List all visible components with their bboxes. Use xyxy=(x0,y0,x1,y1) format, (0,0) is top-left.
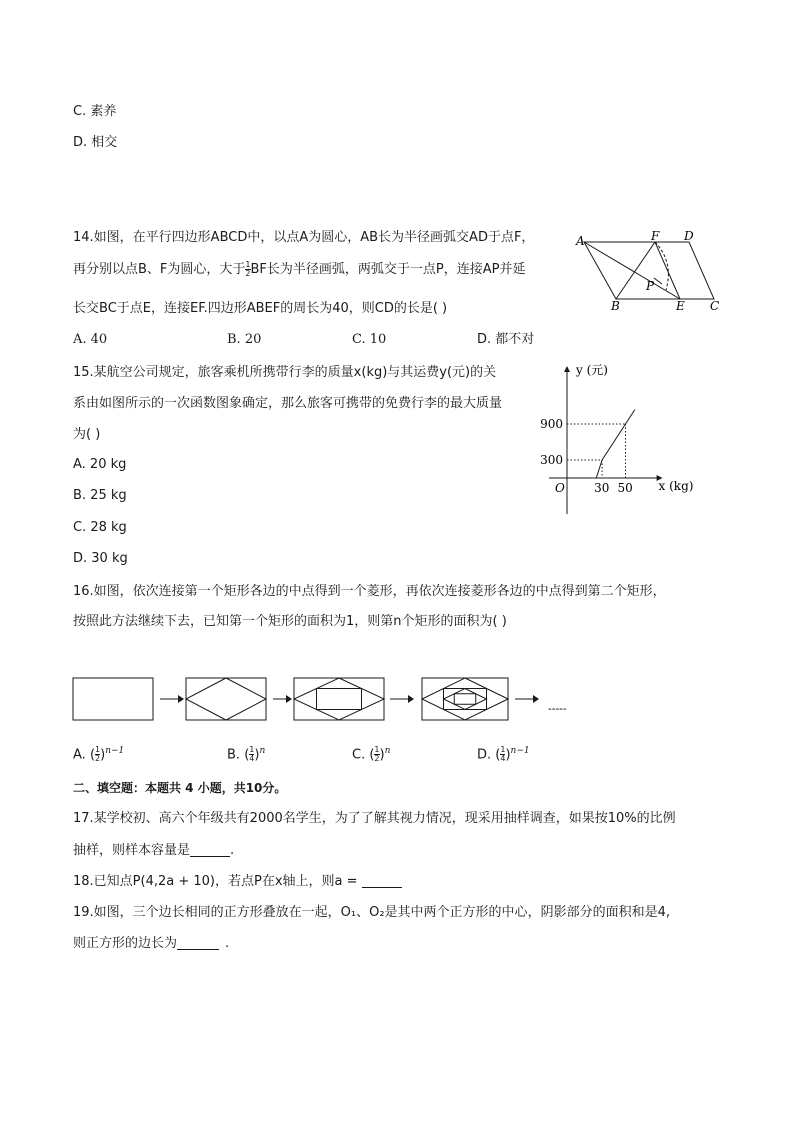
q14-option-d: D. 都不对 xyxy=(477,332,535,347)
q16-option-c: C. ( $\frac{1}{2}$ )$^n$ xyxy=(352,745,391,764)
rhombus-4 xyxy=(422,678,508,720)
q17-line2: 抽样，则样本容量是 . xyxy=(73,843,235,858)
y-tick-label-900: 900 xyxy=(540,417,563,431)
innermost-rect-4 xyxy=(454,694,476,705)
label-c: C xyxy=(710,299,720,312)
arrow-2-head xyxy=(286,695,292,703)
q14-line2-b: BF长为半径画弧，两弧交于一点P，连接AP并延 xyxy=(250,262,526,277)
y-tick-label-300: 300 xyxy=(540,453,563,467)
q14-line1: 14.如图，在平行四边形ABCD中，以点A为圆心，AB长为半径画弧交AD于点F， xyxy=(73,230,535,245)
arrow-4-head xyxy=(533,695,539,703)
q19-line1: 19.如图，三个边长相同的正方形叠放在一起，O₁、O₂是其中两个正方形的中心，阴影部分的面积和是4, xyxy=(73,905,670,920)
inner-rhombus-4 xyxy=(444,689,487,710)
arc-fe xyxy=(655,242,668,290)
q16-rectangle-sequence-figure xyxy=(70,674,590,726)
origin-label: O xyxy=(555,481,565,495)
rhombus-2 xyxy=(186,678,266,720)
q15-option-b: B. 25 kg xyxy=(73,488,127,503)
q16-option-a: A. ( $\frac{1}{2}$ )$^{n-1}$ xyxy=(73,745,125,764)
inner-rect-4 xyxy=(444,689,487,710)
section2-heading: 二、填空题：本题共 4 小题，共10分。 xyxy=(73,781,287,795)
label-f: F xyxy=(651,229,660,243)
q14-line2-a: 再分别以点B、F为圆心，大于 xyxy=(73,262,246,277)
q16-option-b: B. ( $\frac{1}{4}$ )$^n$ xyxy=(227,745,266,764)
arc-p-mark xyxy=(654,278,662,284)
q18-line: 18.已知点P(4,2a + 10)，若点P在x轴上，则a = xyxy=(73,873,402,891)
q17-line1: 17.某学校初、高六个年级共有2000名学生，为了了解其视力情况，现采用抽样调查，如果按10%的比例 xyxy=(73,811,676,826)
q14-line3: 长交BC于点E，连接EF.四边形ABEF的周长为40，则CD的长是( ) xyxy=(73,301,448,316)
q17-answer-blank[interactable] xyxy=(190,842,230,857)
label-d: D xyxy=(684,229,694,243)
q13-option-d: D. 相交 xyxy=(73,135,118,150)
q18-answer-blank[interactable] xyxy=(362,873,402,888)
y-axis-arrow xyxy=(564,366,570,372)
q14-half-fraction: $\frac{1}{2}$ xyxy=(245,260,251,278)
rhombus-3 xyxy=(294,678,384,720)
q19-line2: 则正方形的边长为 . xyxy=(73,936,230,951)
segment-fe xyxy=(655,242,680,299)
sequence-ellipsis: ----- xyxy=(548,702,567,715)
label-e: E xyxy=(676,299,685,312)
rect-3 xyxy=(294,678,384,720)
q15-line-chart xyxy=(540,360,730,520)
y-axis-label: y (元) xyxy=(576,363,608,377)
q16-line1: 16.如图，依次连接第一个矩形各边的中点得到一个菱形，再依次连接菱形各边的中点得到第二个矩形， xyxy=(73,584,666,599)
label-b: B xyxy=(611,299,620,312)
q16-option-d: D. ( $\frac{1}{4}$ )$^{n-1}$ xyxy=(477,745,530,764)
q15-option-c: C. 28 kg xyxy=(73,520,127,535)
q14-parallelogram-figure xyxy=(570,228,730,312)
q15-option-d: D. 30 kg xyxy=(73,551,128,566)
q15-option-a: A. 20 kg xyxy=(73,457,127,472)
rect-2 xyxy=(186,678,266,720)
arrow-3-head xyxy=(408,695,414,703)
q14-option-c: C. 10 xyxy=(352,332,387,347)
inner-rect-3 xyxy=(317,689,362,710)
q16-line2: 按照此方法继续下去，已知第一个矩形的面积为1，则第n个矩形的面积为( ) xyxy=(73,614,507,629)
label-p: P xyxy=(646,279,655,293)
segment-ae xyxy=(584,242,680,299)
q15-line1: 15.某航空公司规定，旅客乘机所携带行李的质量x(kg)与其运费y(元)的关 xyxy=(73,365,497,380)
q14-line2 xyxy=(73,261,525,279)
q14-option-a: A. 40 xyxy=(73,332,108,347)
q15-line2: 系由如图所示的一次函数图象确定，那么旅客可携带的免费行李的最大质量 xyxy=(73,396,503,411)
x-axis-label: x (kg) xyxy=(658,479,694,493)
rect-4 xyxy=(422,678,508,720)
x-tick-label-30: 30 xyxy=(594,481,610,495)
x-tick-label-50: 50 xyxy=(617,481,633,495)
rect-1 xyxy=(73,678,153,720)
q13-option-c: C. 素养 xyxy=(73,104,117,119)
q15-line3: 为( ) xyxy=(73,427,101,442)
label-a: A xyxy=(576,234,585,248)
q14-option-b: B. 20 xyxy=(227,332,262,347)
arrow-1-head xyxy=(178,695,184,703)
q19-answer-blank[interactable] xyxy=(177,935,219,950)
